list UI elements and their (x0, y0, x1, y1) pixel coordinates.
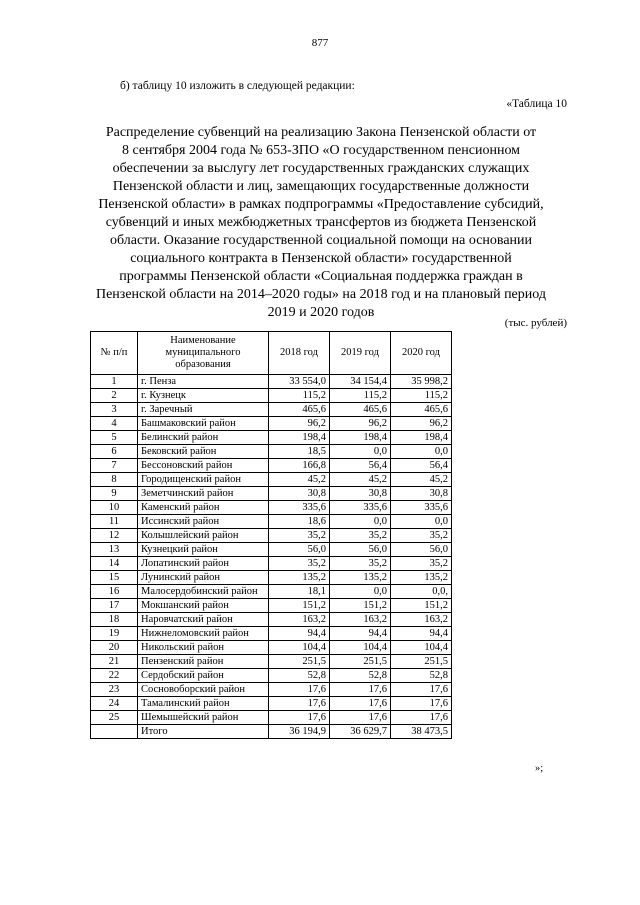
row-number: 16 (91, 585, 138, 599)
total-label: Итого (138, 725, 269, 739)
value-2020: 94,4 (391, 627, 452, 641)
value-2020: 17,6 (391, 711, 452, 725)
municipality-name: Шемышейский район (138, 711, 269, 725)
row-number: 24 (91, 697, 138, 711)
row-number: 7 (91, 459, 138, 473)
table-row (91, 613, 452, 627)
municipality-name: Белинский район (138, 431, 269, 445)
value-2018: 18,6 (269, 515, 330, 529)
value-2018: 17,6 (269, 683, 330, 697)
table-row (91, 711, 452, 725)
municipality-name: Пензенский район (138, 655, 269, 669)
table-row (91, 501, 452, 515)
units-note: (тыс. рублей) (504, 317, 567, 329)
row-number: 15 (91, 571, 138, 585)
value-2018: 251,5 (269, 655, 330, 669)
title-line: 2019 и 2020 годов (267, 305, 375, 320)
table-row (91, 655, 452, 669)
table-row (91, 585, 452, 599)
value-2020: 52,8 (391, 669, 452, 683)
value-2020: 96,2 (391, 417, 452, 431)
row-number: 3 (91, 403, 138, 417)
row-number: 4 (91, 417, 138, 431)
municipality-name: Лунинский район (138, 571, 269, 585)
header-2019: 2019 год (330, 332, 391, 375)
table-header-row (91, 332, 452, 375)
value-2019: 115,2 (330, 389, 391, 403)
table-row (91, 515, 452, 529)
value-2020: 198,4 (391, 431, 452, 445)
value-2018: 45,2 (269, 473, 330, 487)
title-line: программы Пензенской области «Социальная поддержка граждан в (119, 269, 523, 284)
table-row (91, 473, 452, 487)
row-number: 18 (91, 613, 138, 627)
value-2019: 94,4 (330, 627, 391, 641)
table-row (91, 487, 452, 501)
header-municipality: Наименование муниципального образования (138, 332, 269, 375)
value-2018: 17,6 (269, 711, 330, 725)
table-row (91, 431, 452, 445)
value-2019: 0,0 (330, 515, 391, 529)
total-value-2020: 38 473,5 (391, 725, 452, 739)
title-line: обеспечении за выслугу лет государственных гражданских служащих (112, 161, 530, 176)
row-number: 2 (91, 389, 138, 403)
row-number: 5 (91, 431, 138, 445)
value-2018: 94,4 (269, 627, 330, 641)
municipality-name: Тамалинский район (138, 697, 269, 711)
value-2020: 0,0 (391, 445, 452, 459)
table-row (91, 641, 452, 655)
table-row (91, 683, 452, 697)
value-2020: 0,0, (391, 585, 452, 599)
value-2020: 163,2 (391, 613, 452, 627)
municipality-name: г. Пенза (138, 375, 269, 389)
table-row (91, 389, 452, 403)
municipality-name: Мокшанский район (138, 599, 269, 613)
value-2020: 151,2 (391, 599, 452, 613)
value-2019: 0,0 (330, 445, 391, 459)
value-2019: 17,6 (330, 697, 391, 711)
value-2018: 52,8 (269, 669, 330, 683)
value-2019: 35,2 (330, 557, 391, 571)
value-2018: 465,6 (269, 403, 330, 417)
row-number: 19 (91, 627, 138, 641)
closing-quote: »; (535, 763, 544, 774)
table-row (91, 529, 452, 543)
table-row (91, 557, 452, 571)
table-row (91, 403, 452, 417)
row-number: 10 (91, 501, 138, 515)
header-number: № п/п (91, 332, 138, 375)
municipality-name: Колышлейский район (138, 529, 269, 543)
table-row (91, 627, 452, 641)
row-number: 9 (91, 487, 138, 501)
municipality-name: Лопатинский район (138, 557, 269, 571)
table-row (91, 697, 452, 711)
value-2019: 52,8 (330, 669, 391, 683)
value-2018: 166,8 (269, 459, 330, 473)
table-row (91, 459, 452, 473)
municipality-name: Городищенский район (138, 473, 269, 487)
value-2019: 45,2 (330, 473, 391, 487)
table-row (91, 669, 452, 683)
row-number: 6 (91, 445, 138, 459)
title-line: социального контракта в Пензенской области» государственной (130, 251, 512, 266)
title-line: области. Оказание государственной социальной помощи на основании (109, 233, 533, 248)
total-value-2018: 36 194,9 (269, 725, 330, 739)
table-row (91, 417, 452, 431)
value-2020: 35,2 (391, 529, 452, 543)
row-number: 11 (91, 515, 138, 529)
municipality-name: Бессоновский район (138, 459, 269, 473)
title-line: Пензенской области» в рамках подпрограммы «Предоставление субсидий, (98, 197, 544, 212)
value-2018: 198,4 (269, 431, 330, 445)
table-row (91, 543, 452, 557)
value-2019: 198,4 (330, 431, 391, 445)
value-2019: 251,5 (330, 655, 391, 669)
value-2019: 35,2 (330, 529, 391, 543)
total-row (91, 725, 452, 739)
value-2018: 18,5 (269, 445, 330, 459)
municipality-name: Малосердобинский район (138, 585, 269, 599)
row-number: 12 (91, 529, 138, 543)
value-2018: 104,4 (269, 641, 330, 655)
municipality-name: Сосновоборский район (138, 683, 269, 697)
value-2020: 115,2 (391, 389, 452, 403)
value-2019: 56,4 (330, 459, 391, 473)
value-2020: 135,2 (391, 571, 452, 585)
title-line: Пензенской области и лиц, замещающих государственные должности (112, 179, 530, 194)
row-number: 22 (91, 669, 138, 683)
value-2020: 0,0 (391, 515, 452, 529)
row-number: 20 (91, 641, 138, 655)
municipality-name: Никольский район (138, 641, 269, 655)
value-2020: 30,8 (391, 487, 452, 501)
municipality-name: Земетчинский район (138, 487, 269, 501)
row-number: 23 (91, 683, 138, 697)
value-2019: 104,4 (330, 641, 391, 655)
value-2020: 465,6 (391, 403, 452, 417)
table-row (91, 375, 452, 389)
row-number: 25 (91, 711, 138, 725)
value-2018: 18,1 (269, 585, 330, 599)
municipality-name: г. Кузнецк (138, 389, 269, 403)
value-2020: 251,5 (391, 655, 452, 669)
value-2019: 17,6 (330, 711, 391, 725)
value-2020: 56,0 (391, 543, 452, 557)
subvention-table (90, 331, 452, 739)
row-number: 17 (91, 599, 138, 613)
value-2018: 163,2 (269, 613, 330, 627)
row-number: 14 (91, 557, 138, 571)
page-number: 877 (311, 37, 329, 49)
value-2019: 465,6 (330, 403, 391, 417)
value-2018: 56,0 (269, 543, 330, 557)
amendment-instruction: б) таблицу 10 изложить в следующей редакции: (120, 80, 355, 92)
value-2018: 35,2 (269, 557, 330, 571)
row-number: 1 (91, 375, 138, 389)
value-2019: 0,0 (330, 585, 391, 599)
value-2020: 17,6 (391, 683, 452, 697)
value-2018: 135,2 (269, 571, 330, 585)
value-2020: 35 998,2 (391, 375, 452, 389)
value-2018: 33 554,0 (269, 375, 330, 389)
municipality-name: Иссинский район (138, 515, 269, 529)
value-2020: 335,6 (391, 501, 452, 515)
value-2020: 104,4 (391, 641, 452, 655)
row-number: 8 (91, 473, 138, 487)
municipality-name: Башмаковский район (138, 417, 269, 431)
value-2019: 135,2 (330, 571, 391, 585)
municipality-name: Кузнецкий район (138, 543, 269, 557)
value-2020: 56,4 (391, 459, 452, 473)
table-row (91, 571, 452, 585)
table-label: «Таблица 10 (506, 98, 567, 110)
value-2018: 335,6 (269, 501, 330, 515)
value-2019: 151,2 (330, 599, 391, 613)
title-line: 8 сентября 2004 года № 653-ЗПО «О государственном пенсионном (121, 143, 521, 158)
table-row (91, 599, 452, 613)
value-2019: 163,2 (330, 613, 391, 627)
value-2018: 35,2 (269, 529, 330, 543)
municipality-name: Наровчатский район (138, 613, 269, 627)
value-2018: 115,2 (269, 389, 330, 403)
municipality-name: Сердобский район (138, 669, 269, 683)
value-2019: 335,6 (330, 501, 391, 515)
header-2020: 2020 год (391, 332, 452, 375)
title-line: субвенций и иных межбюджетных трансфертов из бюджета Пензенской (105, 215, 537, 230)
value-2020: 35,2 (391, 557, 452, 571)
header-2018: 2018 год (269, 332, 330, 375)
value-2018: 30,8 (269, 487, 330, 501)
value-2019: 30,8 (330, 487, 391, 501)
value-2020: 45,2 (391, 473, 452, 487)
row-number: 13 (91, 543, 138, 557)
municipality-name: Бековский район (138, 445, 269, 459)
value-2019: 17,6 (330, 683, 391, 697)
value-2020: 17,6 (391, 697, 452, 711)
total-number-cell (91, 725, 138, 739)
table-row (91, 445, 452, 459)
value-2019: 34 154,4 (330, 375, 391, 389)
value-2019: 96,2 (330, 417, 391, 431)
title-line: Пензенской области на 2014–2020 годы» на 2018 год и на плановый период (95, 287, 546, 302)
value-2018: 17,6 (269, 697, 330, 711)
table-title (66, 124, 576, 322)
value-2019: 56,0 (330, 543, 391, 557)
total-value-2019: 36 629,7 (330, 725, 391, 739)
municipality-name: г. Заречный (138, 403, 269, 417)
value-2018: 96,2 (269, 417, 330, 431)
municipality-name: Каменский район (138, 501, 269, 515)
title-line: Распределение субвенций на реализацию Закона Пензенской области от (105, 125, 537, 140)
municipality-name: Нижнеломовский район (138, 627, 269, 641)
value-2018: 151,2 (269, 599, 330, 613)
row-number: 21 (91, 655, 138, 669)
